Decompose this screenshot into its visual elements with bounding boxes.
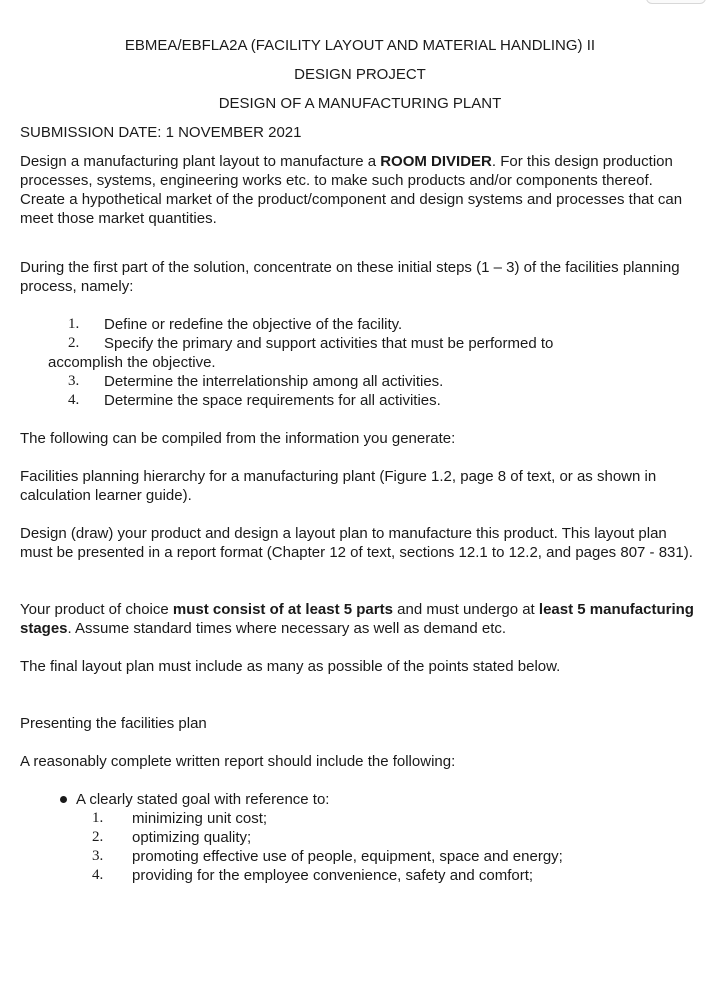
goal-number: 4.	[92, 867, 104, 883]
compiled-paragraph: The following can be compiled from the information you generate:	[20, 430, 456, 447]
goal-text: minimizing unit cost;	[132, 810, 268, 827]
product-paragraph	[20, 600, 700, 638]
product-text-c: . Assume standard times where necessary as well as demand etc.	[67, 620, 507, 637]
bullet-text: A clearly stated goal with reference to:	[76, 791, 330, 808]
submission-date: SUBMISSION DATE: 1 NOVEMBER 2021	[20, 124, 302, 141]
intro-text-b: . For this design production processes, systems, engineering works etc. to make such products and/or components thereof. Create a hypothetical market of the product/component and design systems and processes that can meet those market quantities.	[20, 153, 683, 227]
goal-number: 3.	[92, 848, 104, 864]
goal-item	[20, 809, 700, 828]
step-continuation	[20, 353, 700, 372]
step-item	[20, 334, 700, 353]
stages-requirement: least 5 manufacturing stages	[20, 601, 694, 637]
goal-number: 2.	[92, 829, 104, 845]
goal-item	[20, 847, 700, 866]
goal-text: promoting effective use of people, equipment, space and energy;	[132, 848, 563, 865]
step-item	[20, 315, 700, 334]
step-text: Determine the space requirements for all activities.	[104, 392, 441, 409]
product-text-b: and must undergo at	[392, 601, 539, 618]
step-item	[20, 391, 700, 410]
step-text: Determine the interrelationship among all activities.	[104, 373, 444, 390]
step-number: 4.	[68, 392, 80, 408]
step-number: 1.	[68, 316, 80, 332]
intro-paragraph	[20, 152, 700, 228]
course-heading: EBMEA/EBFLA2A (FACILITY LAYOUT AND MATERIAL HANDLING) II	[124, 37, 596, 54]
step-text: Define or redefine the objective of the facility.	[104, 316, 403, 333]
final-paragraph: The final layout plan must include as many as possible of the points stated below.	[20, 658, 561, 675]
step-number: 2.	[68, 335, 80, 351]
design-paragraph: Design (draw) your product and design a layout plan to manufacture this product. This layout plan must be presented in a report format (Chapter 12 of text, sections 12.1 to 12.2, and pages 807 - 831).	[20, 525, 693, 561]
section-heading: Presenting the facilities plan	[20, 715, 207, 732]
product-name: ROOM DIVIDER	[380, 153, 492, 170]
hierarchy-paragraph: Facilities planning hierarchy for a manufacturing plant (Figure 1.2, page 8 of text, or as shown in calculation learner guide).	[20, 468, 657, 504]
goal-text: optimizing quality;	[132, 829, 252, 846]
intro-text-a: Design a manufacturing plant layout to manufacture a	[20, 153, 381, 170]
bullet-item	[20, 790, 700, 809]
corner-tab	[646, 0, 706, 4]
steps-list	[20, 315, 700, 410]
step-number: 3.	[68, 373, 80, 389]
goal-text: providing for the employee convenience, safety and comfort;	[132, 867, 534, 884]
goal-item	[20, 866, 700, 885]
bullet-icon	[60, 796, 67, 803]
title-heading: DESIGN OF A MANUFACTURING PLANT	[218, 95, 502, 112]
goal-number: 1.	[92, 810, 104, 826]
goals-block	[20, 790, 700, 885]
product-text-a: Your product of choice	[20, 601, 173, 618]
step-text-cont: accomplish the objective.	[48, 354, 216, 371]
project-heading: DESIGN PROJECT	[294, 66, 426, 83]
first-part-paragraph: During the first part of the solution, concentrate on these initial steps (1 – 3) of the facilities planning process, namely:	[20, 259, 680, 295]
step-item	[20, 372, 700, 391]
parts-requirement: must consist of at least 5 parts	[172, 601, 393, 618]
report-intro: A reasonably complete written report should include the following:	[20, 753, 456, 770]
step-text: Specify the primary and support activities that must be performed to	[104, 335, 554, 352]
goal-item	[20, 828, 700, 847]
